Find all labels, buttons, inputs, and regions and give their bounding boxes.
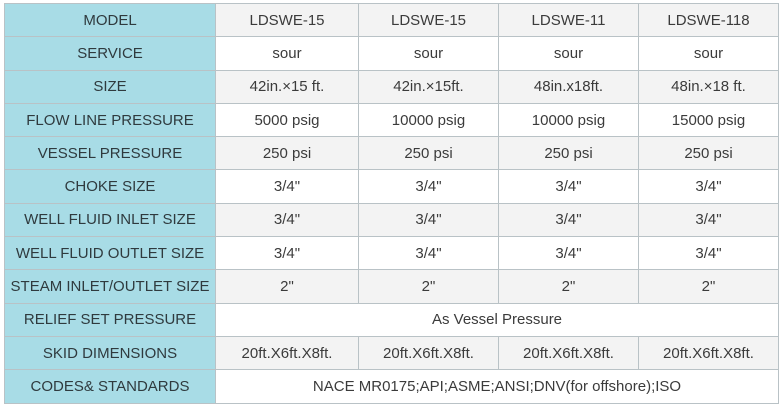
row-label: SERVICE xyxy=(5,37,216,70)
table-row-vessel-pressure xyxy=(5,137,779,170)
table-cell: 2" xyxy=(499,270,639,303)
row-label: WELL FLUID INLET SIZE xyxy=(5,203,216,236)
table-row-well-fluid-inlet-size xyxy=(5,203,779,236)
row-label: CODES& STANDARDS xyxy=(5,370,216,403)
table-cell: 10000 psig xyxy=(359,103,499,136)
table-cell: sour xyxy=(216,37,359,70)
table-cell: 250 psi xyxy=(216,137,359,170)
spec-table xyxy=(4,3,779,404)
table-cell: 20ft.X6ft.X8ft. xyxy=(499,336,639,369)
table-row-size xyxy=(5,70,779,103)
table-cell: sour xyxy=(639,37,779,70)
table-cell: 3/4" xyxy=(216,203,359,236)
table-cell: 250 psi xyxy=(499,137,639,170)
row-label: SIZE xyxy=(5,70,216,103)
table-cell: 3/4" xyxy=(639,203,779,236)
model-name: LDSWE-11 xyxy=(499,4,639,37)
table-cell: 3/4" xyxy=(359,170,499,203)
table-cell: 20ft.X6ft.X8ft. xyxy=(639,336,779,369)
table-cell: 2" xyxy=(359,270,499,303)
table-cell: 3/4" xyxy=(639,170,779,203)
table-cell: 3/4" xyxy=(639,237,779,270)
table-cell: 48in.×18 ft. xyxy=(639,70,779,103)
row-label: CHOKE SIZE xyxy=(5,170,216,203)
table-cell: 48in.x18ft. xyxy=(499,70,639,103)
table-row-flow-line-pressure xyxy=(5,103,779,136)
table-cell-merged: As Vessel Pressure xyxy=(216,303,779,336)
table-cell: 3/4" xyxy=(359,237,499,270)
table-cell: 5000 psig xyxy=(216,103,359,136)
table-cell: 2" xyxy=(639,270,779,303)
row-label: RELIEF SET PRESSURE xyxy=(5,303,216,336)
table-cell: 3/4" xyxy=(216,170,359,203)
table-row-steam-inlet-outlet-size xyxy=(5,270,779,303)
table-row-codes-standards xyxy=(5,370,779,403)
row-label: STEAM INLET/OUTLET SIZE xyxy=(5,270,216,303)
table-cell: 3/4" xyxy=(499,237,639,270)
table-cell: 3/4" xyxy=(216,237,359,270)
table-cell: 2" xyxy=(216,270,359,303)
model-name: LDSWE-118 xyxy=(639,4,779,37)
table-cell: sour xyxy=(499,37,639,70)
table-cell-merged: NACE MR0175;API;ASME;ANSI;DNV(for offshore);ISO xyxy=(216,370,779,403)
table-row-well-fluid-outlet-size xyxy=(5,237,779,270)
table-cell: 3/4" xyxy=(359,203,499,236)
table-row-choke-size xyxy=(5,170,779,203)
row-label: FLOW LINE PRESSURE xyxy=(5,103,216,136)
table-cell: sour xyxy=(359,37,499,70)
row-label-model: MODEL xyxy=(5,4,216,37)
row-label: SKID DIMENSIONS xyxy=(5,336,216,369)
row-label: WELL FLUID OUTLET SIZE xyxy=(5,237,216,270)
table-cell: 250 psi xyxy=(359,137,499,170)
table-cell: 3/4" xyxy=(499,203,639,236)
table-row-skid-dimensions xyxy=(5,336,779,369)
spec-table-container xyxy=(4,3,778,404)
model-name: LDSWE-15 xyxy=(359,4,499,37)
table-cell: 20ft.X6ft.X8ft. xyxy=(216,336,359,369)
table-cell: 15000 psig xyxy=(639,103,779,136)
row-label: VESSEL PRESSURE xyxy=(5,137,216,170)
table-cell: 20ft.X6ft.X8ft. xyxy=(359,336,499,369)
table-cell: 42in.×15ft. xyxy=(359,70,499,103)
table-cell: 10000 psig xyxy=(499,103,639,136)
table-header-row xyxy=(5,4,779,37)
table-cell: 3/4" xyxy=(499,170,639,203)
table-row-service xyxy=(5,37,779,70)
table-row-relief-set-pressure xyxy=(5,303,779,336)
table-cell: 42in.×15 ft. xyxy=(216,70,359,103)
table-cell: 250 psi xyxy=(639,137,779,170)
model-name: LDSWE-15 xyxy=(216,4,359,37)
